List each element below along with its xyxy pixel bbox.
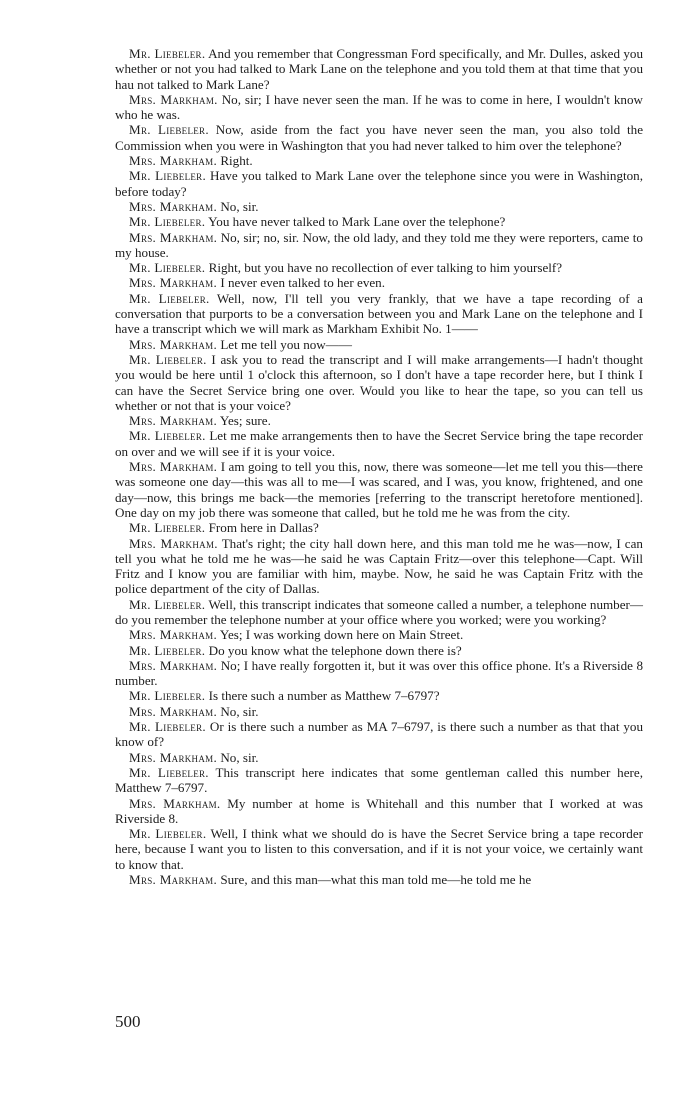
speaker-name: Mrs. Markham. bbox=[129, 795, 221, 811]
transcript-paragraph bbox=[115, 719, 643, 750]
speech-text: Right. bbox=[220, 153, 253, 169]
speaker-name: Mr. Liebeler. bbox=[129, 719, 206, 735]
speech-text: I am going to tell you this, now, there was someone—let me tell you this—there was someone one day—this was all to me—I was scared, and I was, you know, frightened, and one day—now, this brings me back—the memories [referring to the transcript heretofore mentioned]. One day on my job there was someone that called, but he told me he was from the city. bbox=[115, 459, 643, 520]
speech-text: That's right; the city hall down here, and this man told me he was—now, I can tell you what he told me he was—he said he was Captain Fritz—over this telephone—Capt. Will Fritz and I know you are familiar with him, maybe. Now, he said he was Captain Fritz with the police department of the city of Dallas. bbox=[115, 535, 643, 597]
speech-text: Well, I think what we should do is have the Secret Service bring a tape recorder here, because I want you to listen to this conversation, and if it is not your voice, we certainly want to know that. bbox=[115, 826, 643, 872]
speech-text: Let me tell you now—— bbox=[220, 336, 352, 352]
speech-text: Have you talked to Mark Lane over the telephone since you were in Washington, before today? bbox=[115, 168, 644, 199]
speaker-name: Mrs. Markham. bbox=[129, 459, 218, 475]
transcript-paragraph bbox=[115, 291, 643, 337]
transcript-paragraph bbox=[115, 214, 643, 229]
transcript-paragraph bbox=[115, 337, 643, 352]
transcript-paragraph bbox=[115, 199, 643, 214]
transcript-paragraph bbox=[115, 826, 643, 872]
transcript-paragraph bbox=[115, 153, 643, 168]
transcript-body bbox=[115, 46, 643, 887]
speech-text: Or is there such a number as MA 7–6797, is there such a number as that that you know of? bbox=[115, 719, 644, 750]
speaker-name: Mr. Liebeler. bbox=[129, 428, 206, 444]
page-number: 500 bbox=[115, 1012, 141, 1031]
speech-text: Sure, and this man—what this man told me—he told me he bbox=[220, 872, 532, 888]
speaker-name: Mr. Liebeler. bbox=[129, 290, 210, 306]
speech-text: Well, now, I'll tell you very frankly, that we have a tape recording of a conversation that purports to be a conversation between you and Mark Lane on the telephone and I have a transcript which we will mark as Markham Exhibit No. 1—— bbox=[115, 290, 643, 337]
transcript-paragraph bbox=[115, 688, 643, 703]
speech-text: Do you know what the telephone down there is? bbox=[208, 642, 462, 658]
speaker-name: Mr. Liebeler. bbox=[129, 260, 206, 276]
transcript-paragraph bbox=[115, 459, 643, 520]
transcript-paragraph bbox=[115, 260, 643, 275]
speech-text: I never even talked to her even. bbox=[220, 275, 385, 291]
speaker-name: Mrs. Markham. bbox=[129, 749, 218, 765]
speech-text: Now, aside from the fact you have never seen the man, you also told the Commission when you were in Washington that you had never talked to him over the telephone? bbox=[115, 122, 644, 153]
speaker-name: Mrs. Markham. bbox=[129, 535, 218, 551]
transcript-paragraph bbox=[115, 413, 643, 428]
speaker-name: Mr. Liebeler. bbox=[129, 688, 206, 704]
speech-text: I ask you to read the transcript and I will make arrangements—I hadn't thought you would be here until 1 o'clock this afternoon, so I don't have a tape recorder here, but I think I can have the Secret Service bring one over. Would you like to hear the tape, so you can tell us whether or not that is your voice? bbox=[115, 351, 644, 413]
transcript-paragraph bbox=[115, 428, 643, 459]
speaker-name: Mrs. Markham. bbox=[129, 153, 218, 169]
speaker-name: Mr. Liebeler. bbox=[129, 351, 207, 367]
speaker-name: Mr. Liebeler. bbox=[129, 642, 206, 658]
speaker-name: Mrs. Markham. bbox=[129, 627, 218, 643]
transcript-paragraph bbox=[115, 658, 643, 689]
speaker-name: Mrs. Markham. bbox=[129, 336, 218, 352]
transcript-paragraph bbox=[115, 230, 643, 261]
transcript-paragraph bbox=[115, 46, 643, 92]
speaker-name: Mr. Liebeler. bbox=[129, 826, 207, 842]
transcript-paragraph bbox=[115, 627, 643, 642]
speech-text: From here in Dallas? bbox=[208, 520, 319, 536]
transcript-paragraph bbox=[115, 352, 643, 413]
transcript-paragraph bbox=[115, 872, 643, 887]
speaker-name: Mrs. Markham. bbox=[129, 413, 218, 429]
transcript-paragraph bbox=[115, 520, 643, 535]
speaker-name: Mr. Liebeler. bbox=[129, 46, 206, 61]
transcript-paragraph bbox=[115, 122, 643, 153]
transcript-paragraph bbox=[115, 765, 643, 796]
speech-text: Right, but you have no recollection of ever talking to him yourself? bbox=[208, 260, 563, 276]
speaker-name: Mrs. Markham. bbox=[129, 91, 218, 107]
speech-text: No, sir. bbox=[220, 198, 259, 214]
speech-text: Yes; I was working down here on Main Street. bbox=[219, 627, 464, 643]
speech-text: Yes; sure. bbox=[219, 413, 271, 429]
transcript-paragraph bbox=[115, 168, 643, 199]
speaker-name: Mr. Liebeler. bbox=[129, 596, 206, 612]
speech-text: No; I have really forgotten it, but it was over this office phone. It's a Riverside 8 number. bbox=[115, 657, 643, 689]
speech-text: No, sir. bbox=[220, 749, 259, 765]
speaker-name: Mrs. Markham. bbox=[129, 229, 218, 245]
speaker-name: Mrs. Markham. bbox=[129, 657, 218, 673]
speech-text: Well, this transcript indicates that someone called a number, a telephone number—do you remember the telephone number at your office where you worked; were you working? bbox=[115, 596, 643, 627]
speaker-name: Mrs. Markham. bbox=[129, 872, 218, 888]
speech-text: No, sir. bbox=[220, 703, 259, 719]
speaker-name: Mr. Liebeler. bbox=[129, 520, 206, 536]
transcript-paragraph bbox=[115, 704, 643, 719]
speech-text: Is there such a number as Matthew 7–6797? bbox=[208, 688, 440, 704]
speech-text: And you remember that Congressman Ford specifically, and Mr. Dulles, asked you whether or not you had talked to Mark Lane on the telephone and you told them at that time that you hau not talked to Mark Lane? bbox=[115, 46, 643, 92]
speaker-name: Mrs. Markham. bbox=[129, 198, 218, 214]
transcript-paragraph bbox=[115, 750, 643, 765]
transcript-paragraph bbox=[115, 536, 643, 597]
speaker-name: Mrs. Markham. bbox=[129, 275, 218, 291]
speech-text: My number at home is Whitehall and this number that I worked at was Riverside 8. bbox=[115, 795, 643, 826]
transcript-paragraph bbox=[115, 92, 643, 123]
speaker-name: Mr. Liebeler. bbox=[129, 214, 206, 230]
transcript-paragraph bbox=[115, 643, 643, 658]
transcript-paragraph bbox=[115, 275, 643, 290]
speech-text: No, sir; I have never seen the man. If he was to come in here, I wouldn't know who he was. bbox=[115, 91, 643, 123]
speaker-name: Mr. Liebeler. bbox=[129, 168, 207, 184]
speech-text: Let me make arrangements then to have the Secret Service bring the tape recorder on over and we will see if it is your voice. bbox=[115, 428, 643, 459]
speaker-name: Mr. Liebeler. bbox=[129, 764, 209, 780]
speech-text: This transcript here indicates that some gentleman called this number here, Matthew 7–6797. bbox=[115, 764, 643, 796]
speaker-name: Mrs. Markham. bbox=[129, 703, 218, 719]
transcript-paragraph bbox=[115, 597, 643, 628]
speech-text: No, sir; no, sir. Now, the old lady, and they told me they were reporters, came to my house. bbox=[115, 229, 643, 260]
transcript-paragraph bbox=[115, 796, 643, 827]
speech-text: You have never talked to Mark Lane over the telephone? bbox=[208, 214, 506, 230]
speaker-name: Mr. Liebeler. bbox=[129, 122, 209, 138]
